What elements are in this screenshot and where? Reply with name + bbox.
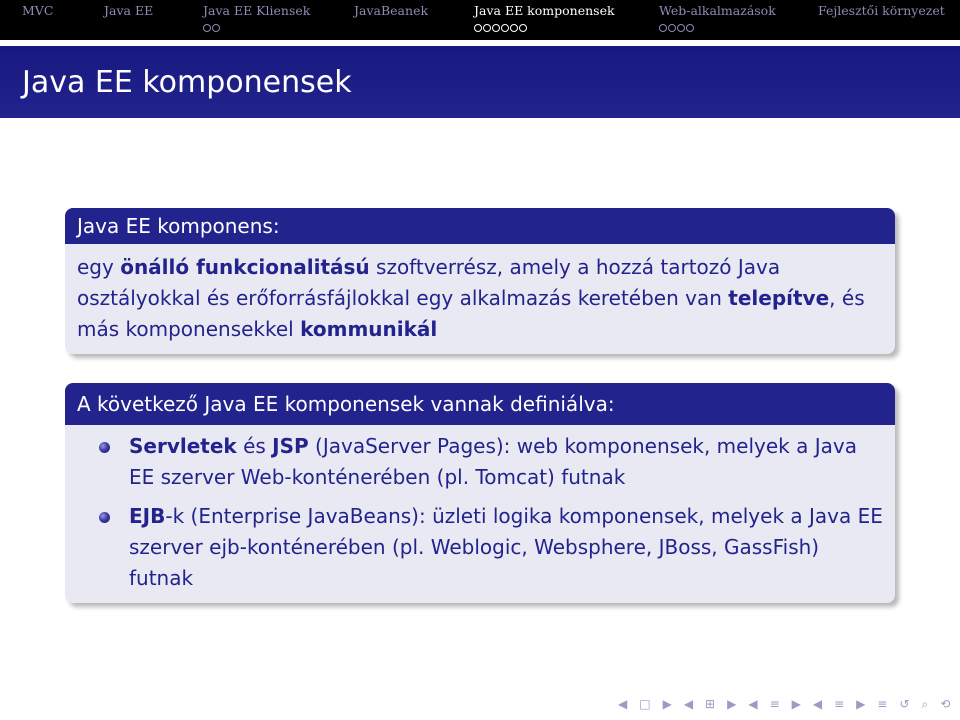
search-icon[interactable]: ⌕ bbox=[921, 696, 929, 711]
item-text: -k (Enterprise JavaBeans): üzleti logika komponensek, melyek a Java EE szerver ejb-konténerében (pl. Weblogic, Websphere, JBoss, GassFish) futnak bbox=[129, 504, 883, 590]
nav-label[interactable]: Web-alkalmazások bbox=[659, 3, 776, 18]
prev-slide-icon[interactable]: ◀ bbox=[618, 697, 628, 711]
item-bold: JSP bbox=[272, 434, 309, 458]
nav-label[interactable]: Java EE Kliensek bbox=[203, 3, 311, 18]
nav-dot[interactable] bbox=[668, 24, 676, 32]
nav-dot[interactable] bbox=[510, 24, 518, 32]
document-icon[interactable]: ≡ bbox=[877, 697, 888, 711]
subsection-icon[interactable]: ≡ bbox=[769, 697, 780, 711]
frame-title-bar bbox=[0, 46, 960, 118]
components-list-block bbox=[65, 383, 895, 603]
definition-text: szoftverrész, amely a hozzá tartozó Java osztályokkal és erőforrásfájlokkal egy alkalmazás keretében van bbox=[77, 255, 781, 310]
bullet-icon bbox=[99, 512, 110, 523]
nav-dots bbox=[203, 24, 220, 34]
block-title: Java EE komponens: bbox=[65, 208, 895, 244]
next-subsection-icon[interactable]: ▶ bbox=[791, 697, 801, 711]
nav-dot[interactable] bbox=[686, 24, 694, 32]
nav-dot[interactable] bbox=[501, 24, 509, 32]
prev-section-icon[interactable]: ◀ bbox=[812, 697, 823, 711]
definition-text: egy bbox=[77, 255, 121, 279]
back-icon[interactable]: ↺ bbox=[899, 697, 910, 711]
nav-dot[interactable] bbox=[659, 24, 667, 32]
next-slide-icon[interactable]: ▶ bbox=[662, 697, 672, 711]
nav-dot[interactable] bbox=[212, 24, 220, 32]
slide-icon[interactable]: □ bbox=[639, 697, 651, 711]
nav-dot[interactable] bbox=[483, 24, 491, 32]
beamer-navigation-symbols bbox=[618, 694, 950, 714]
nav-label[interactable]: Java EE bbox=[104, 3, 154, 18]
prev-frame-icon[interactable]: ◀ bbox=[683, 697, 694, 711]
list-item bbox=[77, 501, 883, 594]
item-bold: EJB bbox=[129, 504, 166, 528]
item-bold: Servletek bbox=[129, 434, 237, 458]
block-body bbox=[65, 244, 895, 345]
definition-bold: kommunikál bbox=[300, 317, 438, 341]
nav-dot[interactable] bbox=[474, 24, 482, 32]
nav-label[interactable]: Fejlesztői környezet bbox=[818, 3, 945, 18]
next-frame-icon[interactable]: ▶ bbox=[727, 697, 737, 711]
definition-block bbox=[65, 208, 895, 354]
item-text: és bbox=[236, 434, 273, 458]
block-title: A következő Java EE komponensek vannak definiálva: bbox=[65, 383, 895, 425]
prev-subsection-icon[interactable]: ◀ bbox=[748, 697, 758, 711]
nav-dot[interactable] bbox=[677, 24, 685, 32]
frame-title: Java EE komponensek bbox=[22, 65, 352, 100]
navigation-bar bbox=[0, 0, 960, 40]
forward-icon[interactable]: ⟲ bbox=[940, 697, 951, 711]
next-section-icon[interactable]: ▶ bbox=[856, 697, 866, 711]
nav-dot[interactable] bbox=[203, 24, 211, 32]
block-body bbox=[65, 425, 895, 594]
nav-label[interactable]: MVC bbox=[22, 3, 54, 18]
frame-icon[interactable]: ⊞ bbox=[705, 697, 716, 711]
nav-dot[interactable] bbox=[519, 24, 527, 32]
definition-bold: önálló funkcionalitású bbox=[120, 255, 370, 279]
item-text: (JavaServer Pages): web komponensek, melyek a Java EE szerver Web-konténerében (pl. Tomcat) futnak bbox=[129, 434, 857, 489]
nav-label[interactable]: JavaBeanek bbox=[354, 3, 429, 18]
definition-text: , és más komponensekkel bbox=[77, 286, 865, 341]
nav-dots bbox=[474, 24, 527, 34]
bullet-icon bbox=[99, 442, 110, 453]
definition-bold: telepítve bbox=[728, 286, 830, 310]
list-item bbox=[77, 431, 883, 493]
nav-dots bbox=[659, 24, 694, 34]
section-icon[interactable]: ≡ bbox=[834, 697, 845, 711]
nav-label[interactable]: Java EE komponensek bbox=[474, 3, 615, 18]
nav-dot[interactable] bbox=[492, 24, 500, 32]
